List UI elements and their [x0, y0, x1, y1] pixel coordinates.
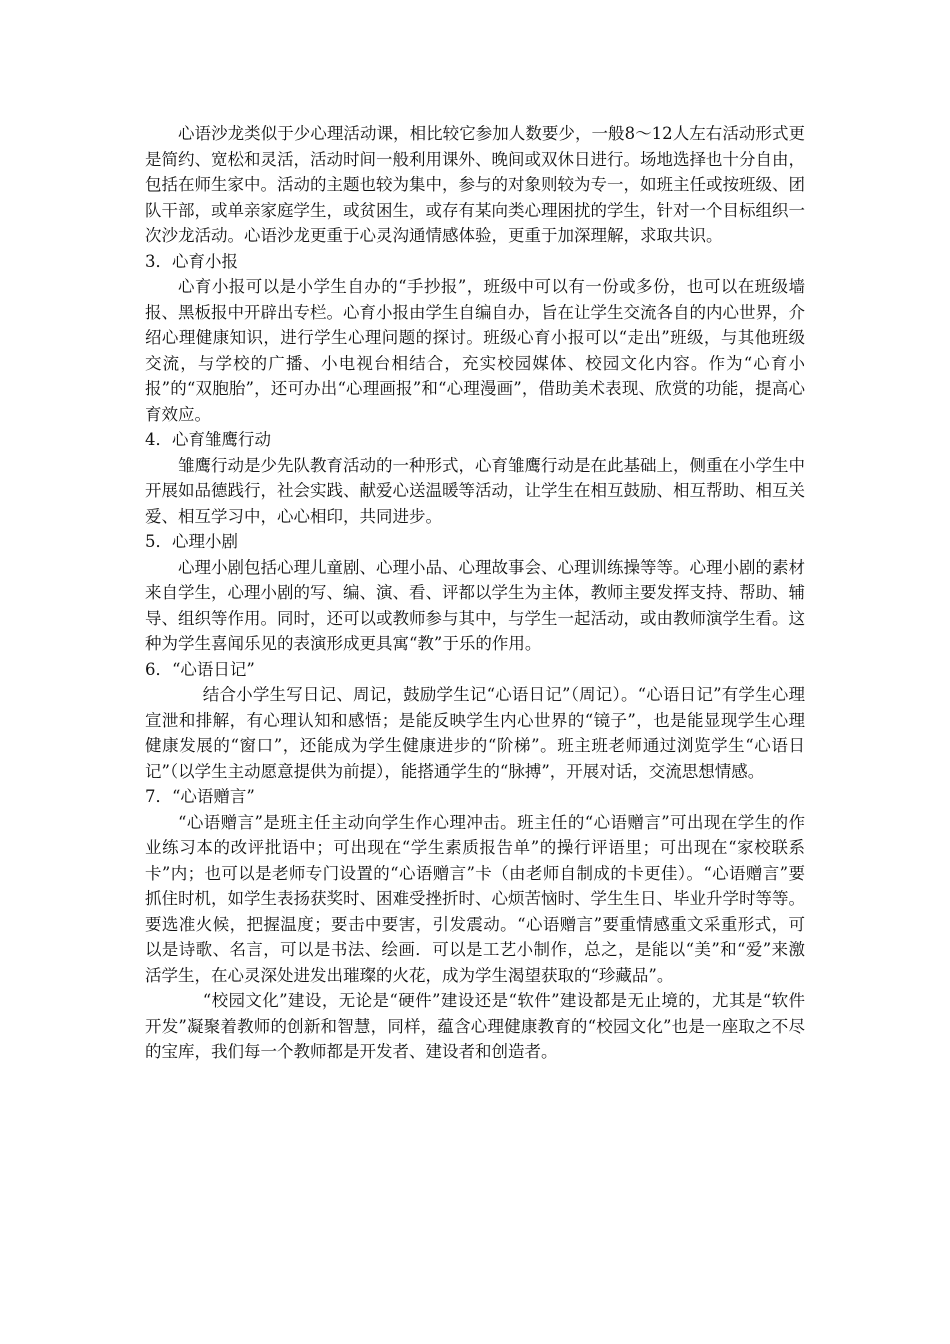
paragraph-diary: 结合小学生写日记、周记，鼓励学生记“心语日记”（周记）。“心语日记”有学生心理宣泄和排解，有心理认知和感悟；是能反映学生内心世界的“镜子”，也是能显现学生心理健康发展的“窗口”，还能成为学生健康进步的“阶梯”。班主班老师通过浏览学生“心语日记”（以学生主动愿意提供为前提），能搭通学生的“脉搏”，开展对话，交流思想情感。: [145, 685, 805, 781]
section-heading-4: 4．心育雏鹰行动: [145, 430, 271, 449]
section-heading-5: 5．心理小剧: [145, 532, 238, 551]
paragraph-newspaper: 心育小报可以是小学生自办的“手抄报”，班级中可以有一份或多份，也可以在班级墙报、黑板报中开辟出专栏。心育小报由学生自编自办，旨在让学生交流各自的内心世界，介绍心理健康知识，进行学生心理问题的探讨。班级心育小报可以“走出”班级，与其他班级交流，与学校的广播、小电视台相结合，充实校园媒体、校园文化内容。作为“心育小报”的“双胞胎”，还可办出“心理画报”和“心理漫画”，借助美术表现、欣赏的功能，提高心育效应。: [145, 277, 805, 424]
paragraph-eagle-action: 雏鹰行动是少先队教育活动的一种形式，心育雏鹰行动是在此基础上，侧重在小学生中开展如品德践行，社会实践、献爱心送温暖等活动，让学生在相互鼓励、相互帮助、相互关爱、相互学习中，心心相印，共同进步。: [145, 455, 805, 526]
paragraph-campus-culture: “校园文化”建设，无论是“硬件”建设还是“软件”建设都是无止境的，尤其是“软件开发”凝聚着教师的创新和智慧，同样，蕴含心理健康教育的“校园文化”也是一座取之不尽的宝库，我们每一个教师都是开发者、建设者和创造者。: [145, 991, 805, 1061]
paragraph-salon: 心语沙龙类似于少心理活动课，相比较它参加人数要少，一般8～12人左右活动形式更是简约、宽松和灵活，活动时间一般利用课外、晚间或双休日进行。场地选择也十分自由，包括在师生家中。活动的主题也较为集中，参与的对象则较为专一，如班主任或按班级、团队干部，或单亲家庭学生，或贫困生，或存有某向类心理困扰的学生，针对一个目标组织一次沙龙活动。心语沙龙更重于心灵沟通情感体验，更重于加深理解，求取共识。: [145, 124, 805, 245]
section-heading-7: 7．“心语赠言”: [145, 787, 255, 806]
section-heading-6: 6．“心语日记”: [145, 659, 255, 679]
paragraph-message: “心语赠言”是班主任主动向学生作心理冲击。班主任的“心语赠言”可出现在学生的作业练习本的改评批语中；可出现在“学生素质报告单”的操行评语里；可出现在“家校联系卡”内；也可以是老师专门设置的“心语赠言”卡（由老师自制成的卡更佳）。“心语赠言”要抓住时机，如学生表扬获奖时、困难受挫折时、心烦苦恼时、学生生日、毕业升学时等等。要选准火候，把握温度；要击中要害，引发震动。“心语赠言”要重情感重文采重形式，可以是诗歌、名言，可以是书法、绘画．可以是工艺小制作，总之，是能以“美”和“爱”来激活学生，在心灵深处进发出璀璨的火花，成为学生渴望获取的“珍藏品”。: [145, 812, 805, 985]
paragraph-drama: 心理小剧包括心理儿童剧、心理小品、心理故事会、心理训练操等等。心理小剧的素材来自学生，心理小剧的写、编、演、看、评都以学生为主体，教师主要发挥支持、帮助、辅导、组织等作用。同时，还可以或教师参与其中，与学生一起活动，或由教师演学生看。这种为学生喜闻乐见的表演形成更具寓“教”于乐的作用。: [145, 557, 805, 653]
section-heading-3: 3．心育小报: [145, 251, 238, 271]
document-body: [145, 121, 805, 1065]
